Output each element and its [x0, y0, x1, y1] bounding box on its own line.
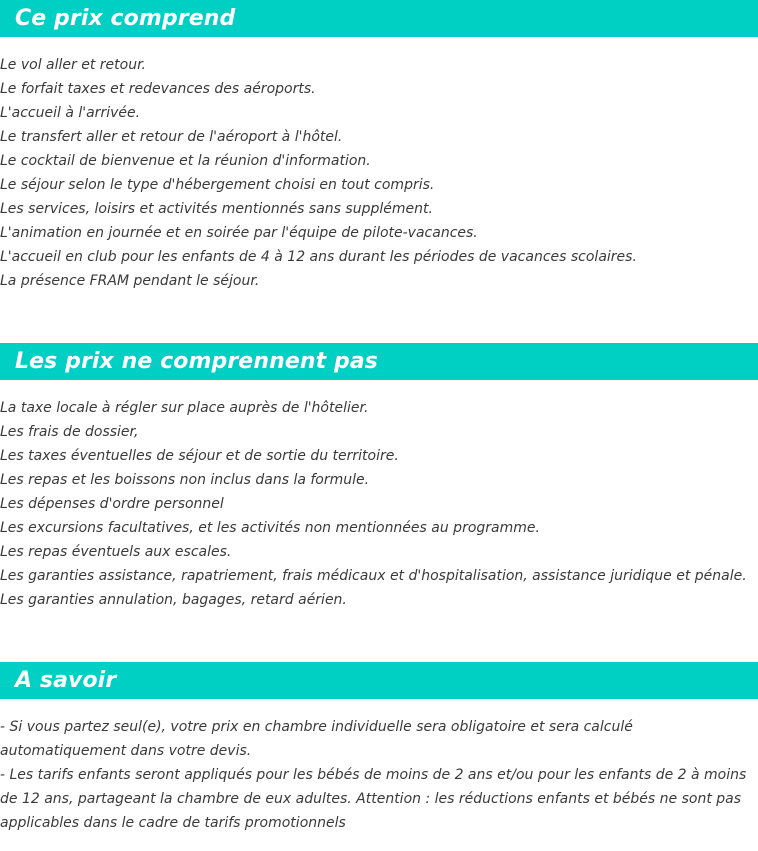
section-price-includes [0, 0, 758, 293]
includes-list [0, 37, 758, 293]
includes-item: Les services, loisirs et activités mentionnés sans supplément. [0, 201, 433, 217]
excludes-item: La taxe locale à régler sur place auprès de l'hôtelier. [0, 400, 369, 416]
info-body [0, 699, 758, 835]
excludes-item: Les garanties annulation, bagages, retard aérien. [0, 592, 347, 608]
excludes-item: Les taxes éventuelles de séjour et de sortie du territoire. [0, 448, 399, 464]
section-header-band [0, 343, 758, 380]
excludes-list [0, 380, 758, 612]
excludes-item: Les excursions facultatives, et les activités non mentionnées au programme. [0, 520, 540, 536]
section-title-info: A savoir [15, 667, 117, 693]
includes-item: La présence FRAM pendant le séjour. [0, 273, 260, 289]
includes-item: Le séjour selon le type d'hébergement choisi en tout compris. [0, 177, 435, 193]
includes-item: L'accueil à l'arrivée. [0, 105, 141, 121]
section-header-band [0, 662, 758, 699]
section-title-excludes: Les prix ne comprennent pas [15, 348, 378, 374]
section-good-to-know [0, 662, 758, 835]
section-price-excludes [0, 343, 758, 612]
excludes-item: Les frais de dossier, [0, 424, 139, 440]
info-paragraph: - Les tarifs enfants seront appliqués pour les bébés de moins de 2 ans et/ou pour les enfants de 2 à moins de 12 ans, partageant la chambre de eux adultes. Attention : les réductions enfants et bébés ne sont pas applicables dans le cadre de tarifs promotionnels [0, 767, 747, 831]
excludes-item: Les repas éventuels aux escales. [0, 544, 232, 560]
includes-item: L'accueil en club pour les enfants de 4 à 12 ans durant les périodes de vacances scolaires. [0, 249, 637, 265]
includes-item: Le transfert aller et retour de l'aéroport à l'hôtel. [0, 129, 343, 145]
includes-item: Le vol aller et retour. [0, 57, 147, 73]
excludes-item: Les garanties assistance, rapatriement, frais médicaux et d'hospitalisation, assistance juridique et pénale. [0, 568, 747, 584]
includes-item: Le forfait taxes et redevances des aéroports. [0, 81, 316, 97]
section-title-includes: Ce prix comprend [15, 5, 236, 31]
info-paragraph: - Si vous partez seul(e), votre prix en chambre individuelle sera obligatoire et sera calculé automatiquement dans votre devis. [0, 719, 633, 759]
section-header-band [0, 0, 758, 37]
excludes-item: Les repas et les boissons non inclus dans la formule. [0, 472, 370, 488]
includes-item: Le cocktail de bienvenue et la réunion d'information. [0, 153, 371, 169]
excludes-item: Les dépenses d'ordre personnel [0, 496, 224, 512]
includes-item: L'animation en journée et en soirée par l'équipe de pilote-vacances. [0, 225, 478, 241]
